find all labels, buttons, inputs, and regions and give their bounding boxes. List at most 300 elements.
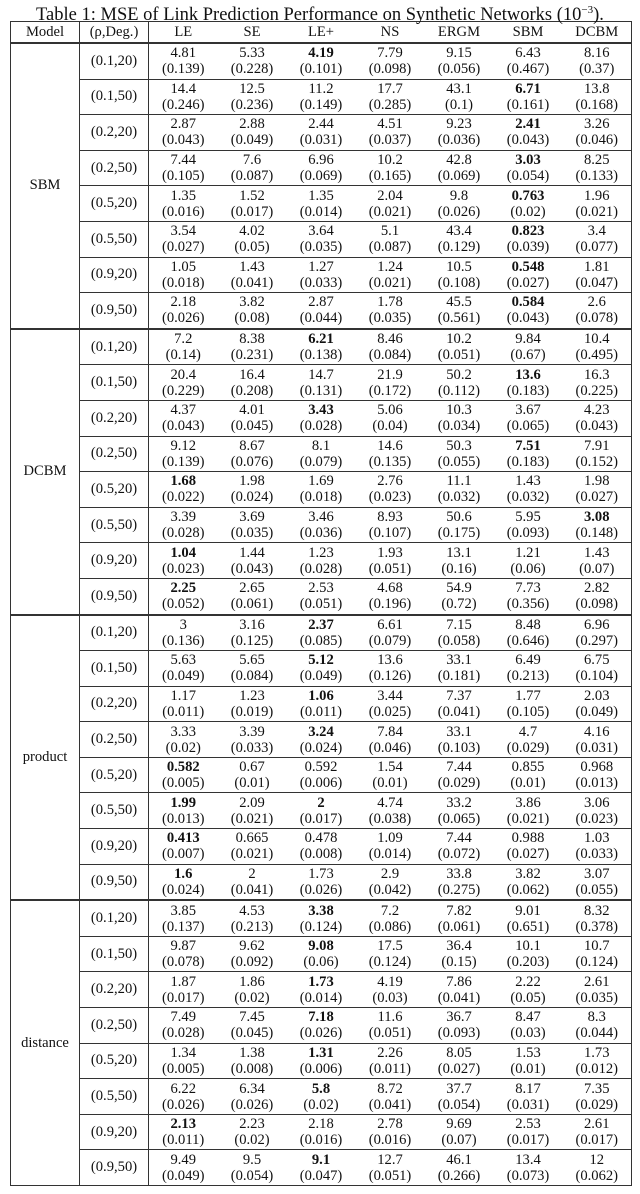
value-cell — [149, 257, 218, 293]
value-cell — [563, 436, 632, 472]
mean-value: 3.67 — [515, 402, 541, 419]
mean-value: 7.84 — [377, 723, 403, 740]
value-cell — [218, 115, 287, 151]
mean-value: 11.6 — [377, 1009, 403, 1026]
table-row — [11, 651, 632, 687]
table-row — [11, 79, 632, 115]
std-value: (0.231) — [230, 347, 274, 364]
std-value: (0.098) — [575, 596, 619, 613]
value-cell — [149, 757, 218, 793]
value-cell — [563, 864, 632, 900]
value-cell — [149, 400, 218, 436]
caption-text: Table 1: MSE of Link Prediction Performance on Synthetic Networks (10 — [36, 5, 582, 26]
value-cell — [356, 365, 425, 401]
std-value: (0.041) — [437, 989, 481, 1006]
std-value: (0.045) — [230, 418, 274, 435]
std-value: (0.038) — [368, 810, 412, 827]
setting-cell: (0.1,20) — [80, 329, 149, 365]
value-cell — [494, 651, 563, 687]
mean-value: 1.24 — [377, 258, 403, 275]
table-body — [11, 43, 632, 1186]
value-cell — [218, 436, 287, 472]
mean-value: 1.77 — [515, 687, 541, 704]
std-value: (0.021) — [368, 274, 412, 291]
std-value: (0.026) — [299, 881, 343, 898]
std-value: (0.098) — [368, 61, 412, 78]
mean-value: 2.22 — [515, 973, 541, 990]
mean-value: 6.61 — [377, 616, 403, 633]
value-cell — [149, 1079, 218, 1115]
mean-value: 1.27 — [308, 258, 334, 275]
value-cell — [494, 365, 563, 401]
std-value: (0.152) — [575, 453, 619, 470]
value-cell — [563, 329, 632, 365]
std-value: (0.16) — [441, 560, 477, 577]
mean-value: 3.39 — [239, 723, 265, 740]
setting-cell: (0.5,20) — [80, 757, 149, 793]
std-value: (0.183) — [506, 453, 550, 470]
mean-value: 13.8 — [583, 80, 610, 97]
value-cell — [218, 686, 287, 722]
best-mean-value: 1.6 — [174, 865, 193, 882]
std-value: (0.297) — [575, 632, 619, 649]
value-cell — [356, 400, 425, 436]
mean-value: 11.2 — [308, 80, 334, 97]
std-value: (0.023) — [161, 560, 205, 577]
table-row — [11, 150, 632, 186]
std-value: (0.047) — [299, 1167, 343, 1184]
value-cell — [494, 900, 563, 936]
value-cell — [425, 722, 494, 758]
value-cell — [563, 936, 632, 972]
value-cell — [494, 936, 563, 972]
mean-value: 4.53 — [239, 902, 265, 919]
value-cell — [563, 115, 632, 151]
value-cell — [287, 436, 356, 472]
mean-value: 5.06 — [377, 402, 403, 419]
value-cell — [563, 43, 632, 79]
std-value: (0.016) — [368, 1132, 412, 1149]
value-cell — [494, 543, 563, 579]
value-cell — [356, 293, 425, 329]
std-value: (0.024) — [161, 881, 205, 898]
value-cell — [563, 221, 632, 257]
value-cell — [494, 1008, 563, 1044]
mean-value: 3 — [179, 616, 187, 633]
std-value: (0.104) — [575, 668, 619, 685]
mean-value: 21.9 — [377, 366, 403, 383]
std-value: (0.01) — [510, 1060, 546, 1077]
table-row — [11, 472, 632, 508]
mean-value: 4.7 — [518, 723, 538, 740]
value-cell — [287, 221, 356, 257]
value-cell — [287, 543, 356, 579]
std-value: (0.285) — [368, 96, 412, 113]
value-cell — [425, 543, 494, 579]
mean-value: 50.6 — [446, 509, 472, 526]
mean-value: 6.75 — [583, 652, 610, 669]
value-cell — [356, 686, 425, 722]
mean-value: 10.7 — [583, 938, 610, 955]
best-mean-value: 7.18 — [308, 1009, 334, 1026]
mean-value: 33.8 — [446, 865, 472, 882]
value-cell — [149, 507, 218, 543]
value-cell — [563, 400, 632, 436]
table-row — [11, 972, 632, 1008]
value-cell — [218, 1114, 287, 1150]
std-value: (0.08) — [234, 310, 270, 327]
std-value: (0.01) — [510, 775, 546, 792]
mean-value: 1.96 — [583, 187, 610, 204]
std-value: (0.018) — [299, 489, 343, 506]
value-cell — [287, 1114, 356, 1150]
std-value: (0.014) — [368, 846, 412, 863]
mean-value: 2.9 — [380, 865, 400, 882]
value-cell — [218, 615, 287, 651]
best-mean-value: 7.51 — [515, 437, 541, 454]
value-cell — [356, 864, 425, 900]
value-cell — [287, 257, 356, 293]
mean-value: 3.82 — [239, 294, 265, 311]
value-cell — [287, 1079, 356, 1115]
model-cell: distance — [11, 900, 80, 1185]
table-row — [11, 43, 632, 79]
std-value: (0.008) — [299, 846, 343, 863]
value-cell — [356, 972, 425, 1008]
std-value: (0.027) — [161, 239, 205, 256]
std-value: (0.651) — [506, 918, 550, 935]
mean-value: 2.65 — [239, 580, 265, 597]
std-value: (0.05) — [234, 239, 270, 256]
std-value: (0.024) — [230, 489, 274, 506]
std-value: (0.042) — [368, 881, 412, 898]
value-cell — [494, 79, 563, 115]
mean-value: 8.67 — [239, 437, 265, 454]
std-value: (0.148) — [575, 525, 619, 542]
std-value: (0.124) — [299, 918, 343, 935]
std-value: (0.105) — [506, 703, 550, 720]
value-cell — [563, 79, 632, 115]
std-value: (0.013) — [575, 775, 619, 792]
caption-exponent: −3 — [581, 4, 594, 16]
value-cell — [149, 864, 218, 900]
setting-cell: (0.5,20) — [80, 186, 149, 222]
mean-value: 4.19 — [377, 973, 403, 990]
mean-value: 7.82 — [446, 902, 472, 919]
mean-value: 7.49 — [170, 1009, 197, 1026]
value-cell — [218, 757, 287, 793]
value-cell — [287, 150, 356, 186]
table-row — [11, 293, 632, 329]
value-cell — [425, 43, 494, 79]
value-cell — [287, 651, 356, 687]
best-mean-value: 0.763 — [511, 187, 545, 204]
value-cell — [494, 722, 563, 758]
std-value: (0.028) — [299, 560, 343, 577]
std-value: (0.084) — [230, 668, 274, 685]
table-row — [11, 578, 632, 614]
std-value: (0.026) — [161, 1096, 205, 1113]
std-value: (0.02) — [303, 1096, 339, 1113]
mean-value: 8.32 — [583, 902, 610, 919]
best-mean-value: 13.6 — [515, 366, 541, 383]
table-row — [11, 1079, 632, 1115]
mean-value: 2 — [248, 865, 256, 882]
std-value: (0.017) — [161, 989, 205, 1006]
std-value: (0.078) — [161, 954, 205, 971]
std-value: (0.061) — [437, 918, 481, 935]
std-value: (0.049) — [161, 668, 205, 685]
std-value: (0.03) — [372, 989, 408, 1006]
setting-cell: (0.2,50) — [80, 1008, 149, 1044]
std-value: (0.079) — [368, 632, 412, 649]
value-cell — [218, 651, 287, 687]
mean-value: 6.22 — [170, 1080, 197, 1097]
mean-value: 1.23 — [308, 544, 334, 561]
table-row — [11, 507, 632, 543]
std-value: (0.378) — [575, 918, 619, 935]
mean-value: 7.35 — [583, 1080, 610, 1097]
setting-cell: (0.5,20) — [80, 472, 149, 508]
mean-value: 7.44 — [170, 152, 197, 169]
header-dcbm: DCBM — [563, 22, 632, 44]
mean-value: 9.69 — [446, 1116, 472, 1133]
std-value: (0.029) — [575, 1096, 619, 1113]
std-value: (0.058) — [437, 632, 481, 649]
value-cell — [494, 257, 563, 293]
std-value: (0.02) — [510, 203, 546, 220]
std-value: (0.054) — [230, 1167, 274, 1184]
mean-value: 3.82 — [515, 865, 541, 882]
value-cell — [563, 1043, 632, 1079]
value-cell — [494, 150, 563, 186]
mean-value: 43.1 — [446, 80, 472, 97]
mean-value: 12.5 — [239, 80, 265, 97]
best-mean-value: 3.38 — [308, 902, 334, 919]
best-mean-value: 4.19 — [308, 45, 334, 62]
setting-cell: (0.9,50) — [80, 293, 149, 329]
mean-value: 33.1 — [446, 652, 472, 669]
header-setting: (ρ,Deg.) — [80, 22, 149, 44]
setting-cell: (0.1,20) — [80, 900, 149, 936]
value-cell — [287, 43, 356, 79]
mean-value: 3.86 — [515, 794, 541, 811]
best-mean-value: 2.25 — [170, 580, 197, 597]
mean-value: 6.96 — [308, 152, 334, 169]
value-cell — [425, 936, 494, 972]
header-row — [11, 22, 632, 44]
value-cell — [356, 79, 425, 115]
std-value: (0.041) — [368, 1096, 412, 1113]
mean-value: 36.4 — [446, 938, 472, 955]
mean-value: 4.37 — [170, 402, 197, 419]
mean-value: 37.7 — [446, 1080, 472, 1097]
model-cell: product — [11, 615, 80, 901]
mean-value: 1.53 — [515, 1044, 541, 1061]
value-cell — [356, 507, 425, 543]
table-row — [11, 936, 632, 972]
table-row — [11, 722, 632, 758]
value-cell — [149, 1114, 218, 1150]
mean-value: 1.43 — [583, 544, 610, 561]
value-cell — [425, 651, 494, 687]
table-row — [11, 186, 632, 222]
mean-value: 46.1 — [446, 1151, 472, 1168]
mean-value: 8.46 — [377, 331, 403, 348]
std-value: (0.228) — [230, 61, 274, 78]
std-value: (0.04) — [372, 418, 408, 435]
value-cell — [218, 793, 287, 829]
mean-value: 45.5 — [446, 294, 472, 311]
value-cell — [356, 329, 425, 365]
mean-value: 4.23 — [583, 402, 610, 419]
value-cell — [149, 1043, 218, 1079]
value-cell — [425, 293, 494, 329]
value-cell — [149, 186, 218, 222]
value-cell — [494, 293, 563, 329]
model-cell: SBM — [11, 43, 80, 329]
mean-value: 3.64 — [308, 223, 334, 240]
value-cell — [563, 829, 632, 865]
value-cell — [425, 1150, 494, 1186]
best-mean-value: 1.04 — [170, 544, 197, 561]
value-cell — [494, 972, 563, 1008]
value-cell — [149, 329, 218, 365]
mean-value: 1.54 — [377, 759, 403, 776]
std-value: (0.028) — [161, 1025, 205, 1042]
value-cell — [149, 543, 218, 579]
table-row — [11, 793, 632, 829]
std-value: (0.213) — [230, 918, 274, 935]
header-le: LE — [149, 22, 218, 44]
value-cell — [356, 900, 425, 936]
value-cell — [149, 972, 218, 1008]
value-cell — [356, 186, 425, 222]
mean-value: 42.8 — [446, 152, 472, 169]
value-cell — [563, 615, 632, 651]
mean-value: 14.7 — [308, 366, 334, 383]
mean-value: 5.63 — [170, 652, 197, 669]
best-mean-value: 0.548 — [511, 258, 545, 275]
mean-value: 3.54 — [170, 223, 197, 240]
mean-value: 9.49 — [170, 1151, 197, 1168]
std-value: (0.036) — [437, 132, 481, 149]
std-value: (0.031) — [575, 739, 619, 756]
std-value: (0.103) — [437, 739, 481, 756]
mean-value: 0.67 — [239, 759, 265, 776]
mean-value: 8.48 — [515, 616, 541, 633]
mean-value: 9.8 — [449, 187, 469, 204]
mean-value: 2.78 — [377, 1116, 403, 1133]
mean-value: 1.35 — [170, 187, 197, 204]
mean-value: 4.01 — [239, 402, 265, 419]
mean-value: 8.38 — [239, 331, 265, 348]
mean-value: 3.85 — [170, 902, 197, 919]
std-value: (0.136) — [161, 632, 205, 649]
setting-cell: (0.2,20) — [80, 115, 149, 151]
mean-value: 7.6 — [242, 152, 262, 169]
std-value: (0.008) — [230, 1060, 274, 1077]
std-value: (0.062) — [575, 1167, 619, 1184]
mean-value: 1.38 — [239, 1044, 265, 1061]
value-cell — [287, 1008, 356, 1044]
mean-value: 13.4 — [515, 1151, 541, 1168]
mean-value: 1.43 — [239, 258, 265, 275]
mean-value: 1.21 — [515, 544, 541, 561]
value-cell — [494, 1079, 563, 1115]
std-value: (0.012) — [575, 1060, 619, 1077]
mean-value: 1.93 — [377, 544, 403, 561]
mean-value: 9.01 — [515, 902, 541, 919]
value-cell — [494, 436, 563, 472]
std-value: (0.054) — [437, 1096, 481, 1113]
std-value: (0.043) — [161, 418, 205, 435]
std-value: (0.026) — [161, 310, 205, 327]
value-cell — [425, 1079, 494, 1115]
std-value: (0.069) — [299, 168, 343, 185]
std-value: (0.024) — [299, 739, 343, 756]
header-le-plus: LE+ — [287, 22, 356, 44]
mean-value: 17.7 — [377, 80, 403, 97]
mean-value: 7.91 — [583, 437, 610, 454]
std-value: (0.051) — [368, 1167, 412, 1184]
best-mean-value: 3.43 — [308, 402, 334, 419]
std-value: (0.011) — [162, 703, 205, 720]
value-cell — [356, 1150, 425, 1186]
mean-value: 3.26 — [583, 116, 610, 133]
mean-value: 14.4 — [170, 80, 197, 97]
mean-value: 14.6 — [377, 437, 403, 454]
value-cell — [494, 1043, 563, 1079]
value-cell — [563, 365, 632, 401]
value-cell — [287, 186, 356, 222]
std-value: (0.026) — [299, 1025, 343, 1042]
value-cell — [287, 472, 356, 508]
value-cell — [218, 722, 287, 758]
std-value: (0.137) — [161, 918, 205, 935]
mean-value: 4.51 — [377, 116, 403, 133]
table-row — [11, 365, 632, 401]
mean-value: 1.81 — [583, 258, 610, 275]
value-cell — [425, 257, 494, 293]
mean-value: 3.46 — [308, 509, 334, 526]
value-cell — [494, 1150, 563, 1186]
value-cell — [425, 1008, 494, 1044]
mean-value: 7.2 — [174, 331, 193, 348]
mean-value: 3.16 — [239, 616, 265, 633]
setting-cell: (0.1,50) — [80, 365, 149, 401]
std-value: (0.065) — [506, 418, 550, 435]
mean-value: 1.52 — [239, 187, 265, 204]
mean-value: 3.44 — [377, 687, 403, 704]
std-value: (0.051) — [368, 560, 412, 577]
std-value: (0.047) — [575, 274, 619, 291]
std-value: (0.085) — [299, 632, 343, 649]
std-value: (0.112) — [437, 382, 480, 399]
mean-value: 10.2 — [446, 331, 472, 348]
value-cell — [563, 1114, 632, 1150]
std-value: (0.225) — [575, 382, 619, 399]
mean-value: 7.44 — [446, 759, 472, 776]
value-cell — [563, 186, 632, 222]
mean-value: 2.53 — [515, 1116, 541, 1133]
mean-value: 1.98 — [583, 473, 610, 490]
mean-value: 2.6 — [587, 294, 606, 311]
value-cell — [425, 829, 494, 865]
std-value: (0.056) — [437, 61, 481, 78]
setting-cell: (0.2,20) — [80, 400, 149, 436]
value-cell — [149, 936, 218, 972]
